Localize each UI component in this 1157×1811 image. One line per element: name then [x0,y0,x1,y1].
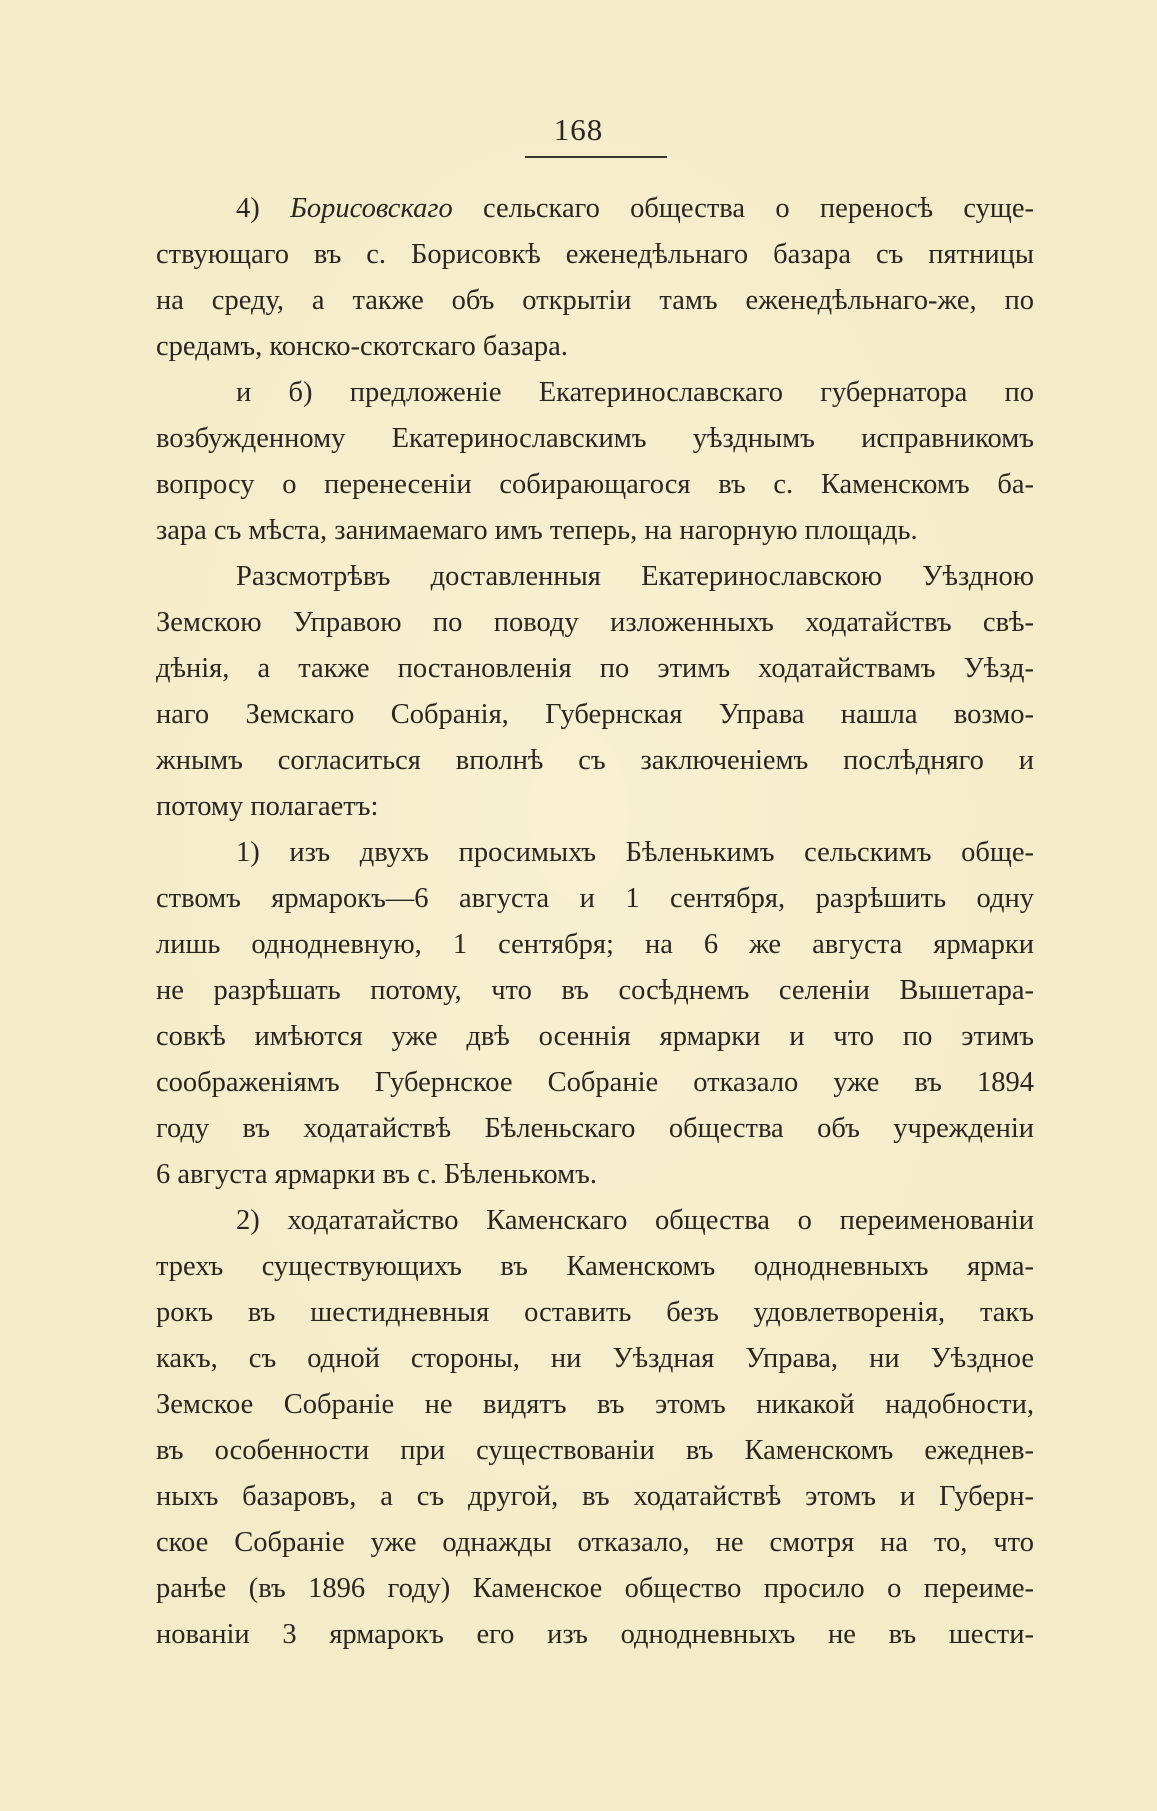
text-line: вопросу о перенесеніи собирающагося въ с. Каменскомъ ба- [156,469,1034,500]
italic-word: Борисовскаго [290,193,453,224]
text-segment: 4) [236,193,291,224]
text-line: соображеніямъ Губернское Собраніе отказало уже въ 1894 [156,1067,1034,1098]
text-line: и б) предложеніе Екатеринославскаго губернатора по [236,377,1034,408]
text-line: дѣнія, а также постановленія по этимъ ходатайствамъ Уѣзд- [156,653,1034,684]
text-line: трехъ существующихъ въ Каменскомъ однодневныхъ ярма- [156,1251,1034,1282]
text-line: ныхъ базаровъ, а съ другой, въ ходатайствѣ этомъ и Губерн- [156,1481,1034,1512]
body-text [156,186,1034,1658]
page-number-rule [525,156,667,158]
text-line: нованіи 3 ярмарокъ его изъ однодневныхъ не въ шести- [156,1619,1034,1650]
text-line: Земское Собраніе не видятъ въ этомъ никакой надобности, [156,1389,1034,1420]
text-line: Разсмотрѣвъ доставленныя Екатеринославскою Уѣздною [236,561,1034,592]
text-segment: сельскаго общества о переносѣ суще- [452,193,1034,224]
text-line: 6 августа ярмарки въ с. Бѣленькомъ. [156,1159,598,1190]
text-line: наго Земскаго Собранія, Губернская Управа нашла возмо- [156,699,1034,730]
text-line: потому полагаетъ: [156,791,379,822]
text-line: возбужденному Екатеринославскимъ уѣзднымъ исправникомъ [156,423,1034,454]
text-line: ствомъ ярмарокъ—6 августа и 1 сентября, разрѣшить одну [156,883,1034,914]
text-line: въ особенности при существованіи въ Каменскомъ ежеднев- [156,1435,1034,1466]
text-line: совкѣ имѣются уже двѣ осеннія ярмарки и что по этимъ [156,1021,1034,1052]
text-line: ское Собраніе уже однажды отказало, не смотря на то, что [156,1527,1034,1558]
text-line: на среду, а также объ открытіи тамъ еженедѣльнаго-же, по [156,285,1034,316]
text-line: не разрѣшать потому, что въ сосѣднемъ селеніи Вышетара- [156,975,1034,1006]
text-line: Земскою Управою по поводу изложенныхъ ходатайствъ свѣ- [156,607,1034,638]
page-number: 168 [553,112,604,147]
text-line: ствующаго въ с. Борисовкѣ еженедѣльнаго базара съ пятницы [156,239,1034,270]
text-line: ранѣе (въ 1896 году) Каменское общество просило о переиме- [156,1573,1034,1604]
text-line: зара съ мѣста, занимаемаго имъ теперь, на нагорную площадь. [156,515,918,546]
text-line: средамъ, конско-скотскаго базара. [156,331,568,362]
text-line: 1) изъ двухъ просимыхъ Бѣленькимъ сельскимъ обще- [236,837,1034,868]
text-line: какъ, съ одной стороны, ни Уѣздная Управа, ни Уѣздное [156,1343,1034,1374]
text-line [156,186,1034,232]
text-line: году въ ходатайствѣ Бѣленьскаго общества объ учрежденіи [156,1113,1034,1144]
text-line: 2) ходататайство Каменскаго общества о переименованіи [236,1205,1034,1236]
text-line: лишь однодневную, 1 сентября; на 6 же августа ярмарки [156,929,1034,960]
text-line: жнымъ согласиться вполнѣ съ заключеніемъ послѣдняго и [156,745,1034,776]
text-line: рокъ въ шестидневныя оставить безъ удовлетворенія, такъ [156,1297,1034,1328]
